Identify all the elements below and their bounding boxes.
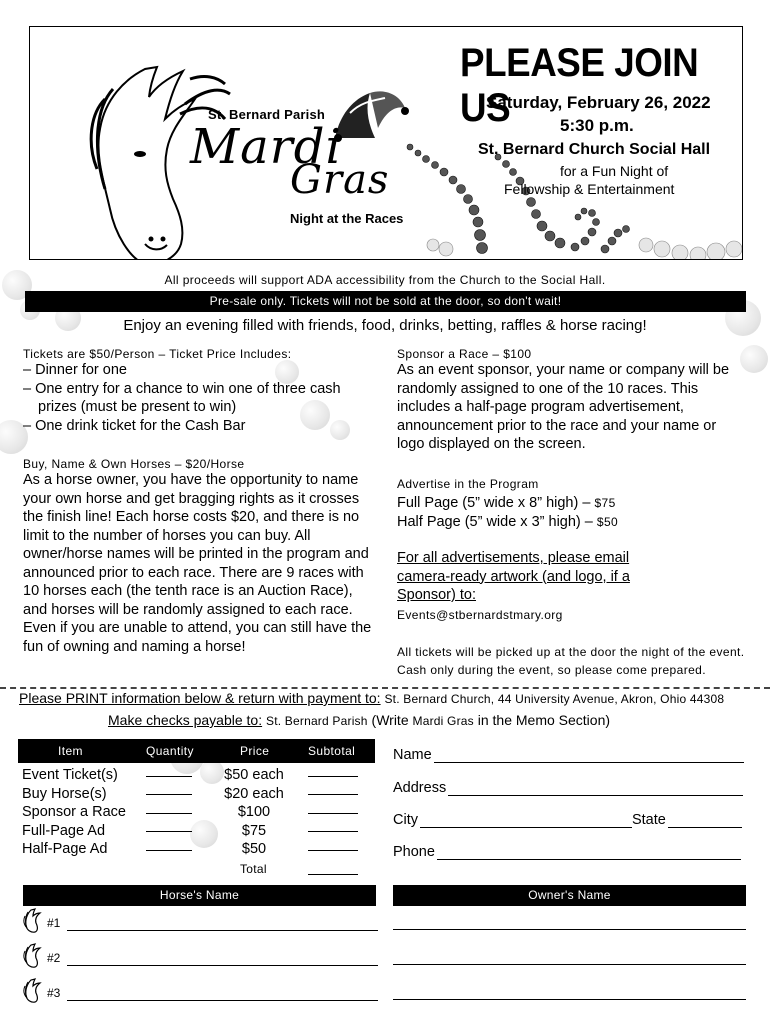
list-item: – One entry for a chance to win one of three cash	[23, 380, 341, 397]
column-header-item: Item	[58, 744, 83, 758]
return-instructions	[19, 690, 724, 706]
address-field[interactable]	[393, 780, 743, 796]
owner-name-header: Owner's Name	[393, 885, 746, 906]
event-date: Saturday, February 26, 2022	[486, 93, 711, 112]
table-row-item: Full-Page Ad	[22, 822, 106, 839]
horse-name-input-line[interactable]	[67, 1000, 378, 1001]
horse-name-row[interactable]	[23, 978, 378, 1006]
name-input-line[interactable]	[434, 749, 744, 763]
phone-input-line[interactable]	[437, 846, 741, 860]
column-header-subtotal: Subtotal	[308, 744, 356, 758]
ads-email-link[interactable]: Events@stbernardstmary.org	[397, 608, 563, 622]
subtotal-field[interactable]	[308, 795, 358, 814]
tickets-heading: Tickets are $50/Person – Ticket Price Includes:	[23, 347, 292, 361]
city-state-field[interactable]	[393, 812, 742, 828]
table-row-price: $20 each	[224, 785, 284, 802]
subtotal-field[interactable]	[308, 832, 358, 851]
half-page-label: Half Page (5” wide x 3” high) –	[397, 514, 593, 530]
full-page-price: $75	[594, 496, 616, 510]
memo-close: in the Memo Section)	[477, 712, 611, 728]
logo-gras-text: Gras	[290, 157, 390, 203]
memo-event: Mardi Gras	[412, 714, 474, 728]
table-row-price: $75	[241, 822, 267, 839]
sponsor-heading: Sponsor a Race – $100	[397, 347, 532, 361]
table-row-item: Buy Horse(s)	[22, 785, 107, 802]
event-subtitle-1: for a Fun Night of	[560, 163, 669, 179]
horse-name-input-line[interactable]	[67, 930, 378, 931]
address-input-line[interactable]	[448, 782, 743, 796]
owner-name-input-line[interactable]	[393, 929, 746, 930]
proceeds-note: All proceeds will support ADA accessibility from the Church to the Social Hall.	[164, 273, 606, 287]
event-venue: St. Bernard Church Social Hall	[478, 141, 711, 158]
ads-instructions: For all advertisements, please email camera-ready artwork (and logo, if a Sponsor) to:	[397, 550, 630, 603]
order-prices-column	[214, 766, 294, 859]
tickets-includes-list	[23, 361, 383, 435]
quantity-field[interactable]	[146, 814, 192, 833]
enjoy-text: Enjoy an evening filled with friends, food, drinks, betting, raffles & horse racing!	[123, 317, 647, 334]
full-page-label: Full Page (5” wide x 8” high) –	[397, 495, 591, 511]
checks-label: Make checks payable to:	[108, 712, 263, 728]
checks-instructions	[108, 712, 610, 728]
horses-heading: Buy, Name & Own Horses – $20/Horse	[23, 457, 245, 471]
sponsor-description: As an event sponsor, your name or company will be randomly assigned to one of the 10 races. This includes a half-page program advertisement, announcement prior to the race and your name or logo displayed on the screen.	[397, 362, 730, 452]
page-title: PLEASE JOIN US	[460, 41, 699, 130]
state-label: State	[631, 812, 666, 828]
logo-tagline: Night at the Races	[290, 211, 404, 226]
phone-label: Phone	[393, 844, 435, 860]
horse-head-icon	[23, 908, 45, 934]
order-subtotal-column	[308, 766, 358, 859]
quantity-field[interactable]	[146, 795, 192, 814]
pickup-note-1: All tickets will be picked up at the door the night of the event.	[397, 645, 745, 659]
logo-mardi-text: Mardi	[190, 119, 342, 175]
table-row-item: Event Ticket(s)	[22, 767, 118, 783]
horse-name-row[interactable]	[23, 908, 378, 936]
horse-number: #2	[47, 951, 61, 965]
table-row-price: $100	[237, 804, 271, 820]
address-label: Address	[393, 780, 447, 796]
horses-description: As a horse owner, you have the opportunity to name your own horse and get bragging rights as it crosses the finish line! Each horse costs $20, and there is no limit to the number of horses you can buy. All owner/horse names will be printed in the program and announced prior to each race. There are 9 races with 10 horses each (the tenth race is an Auction Race), and horses will be randomly assigned to each race. Even if you are unable to attend, you can still have the fun of owning and naming a horse!	[23, 472, 372, 655]
advertise-full-page	[397, 494, 616, 513]
list-item: prizes (must be present to win)	[38, 399, 237, 415]
city-label: City	[393, 812, 418, 828]
column-header-quantity: Quantity	[146, 744, 194, 758]
horse-head-icon	[23, 943, 45, 969]
horse-number: #3	[47, 986, 61, 1000]
payee: St. Bernard Parish	[265, 714, 368, 728]
total-label: Total	[240, 862, 267, 876]
order-items-column	[22, 766, 126, 859]
state-input-line[interactable]	[668, 814, 742, 828]
subtotal-field[interactable]	[308, 814, 358, 833]
cut-line-divider	[0, 687, 770, 689]
half-page-price: $50	[596, 515, 619, 529]
total-field[interactable]	[308, 874, 358, 875]
name-field[interactable]	[393, 747, 744, 763]
pickup-note-2: Cash only during the event, so please come prepared.	[397, 663, 706, 677]
list-item: – One drink ticket for the Cash Bar	[23, 417, 246, 434]
memo-open: (Write	[371, 712, 409, 728]
order-quantity-column	[146, 766, 192, 859]
horse-name-header: Horse's Name	[23, 885, 376, 906]
advertise-heading: Advertise in the Program	[397, 477, 539, 491]
quantity-field[interactable]	[146, 832, 192, 851]
column-header-price: Price	[240, 744, 270, 758]
owner-name-input-line[interactable]	[393, 999, 746, 1000]
owner-name-input-line[interactable]	[393, 964, 746, 965]
print-label: Please PRINT information below & return with payment to:	[19, 690, 381, 706]
mailing-address: St. Bernard Church, 44 University Avenue, Akron, Ohio 44308	[384, 692, 725, 706]
list-item: – Dinner for one	[23, 362, 127, 378]
subtotal-field[interactable]	[308, 758, 358, 777]
quantity-field[interactable]	[146, 758, 192, 777]
advertise-half-page	[397, 513, 618, 532]
horse-name-row[interactable]	[23, 943, 378, 971]
table-row-item: Half-Page Ad	[22, 841, 108, 857]
horse-name-input-line[interactable]	[67, 965, 378, 966]
jester-hat-icon	[330, 83, 410, 143]
logo-parish-text: St. Bernard Parish	[208, 107, 326, 122]
table-row-price: $50 each	[224, 767, 284, 783]
table-row-price: $50	[241, 841, 267, 857]
city-input-line[interactable]	[420, 814, 632, 828]
horse-number: #1	[47, 916, 61, 930]
event-time: 5:30 p.m.	[560, 116, 634, 135]
presale-banner: Pre-sale only. Tickets will not be sold at the door, so don't wait!	[25, 291, 746, 312]
quantity-field[interactable]	[146, 777, 192, 796]
phone-field[interactable]	[393, 844, 741, 860]
event-subtitle-2: Fellowship & Entertainment	[504, 181, 675, 197]
name-label: Name	[393, 747, 432, 763]
table-row-item: Sponsor a Race	[22, 804, 126, 820]
header-box	[29, 26, 743, 260]
subtotal-field[interactable]	[308, 777, 358, 796]
horse-head-icon	[23, 978, 45, 1004]
